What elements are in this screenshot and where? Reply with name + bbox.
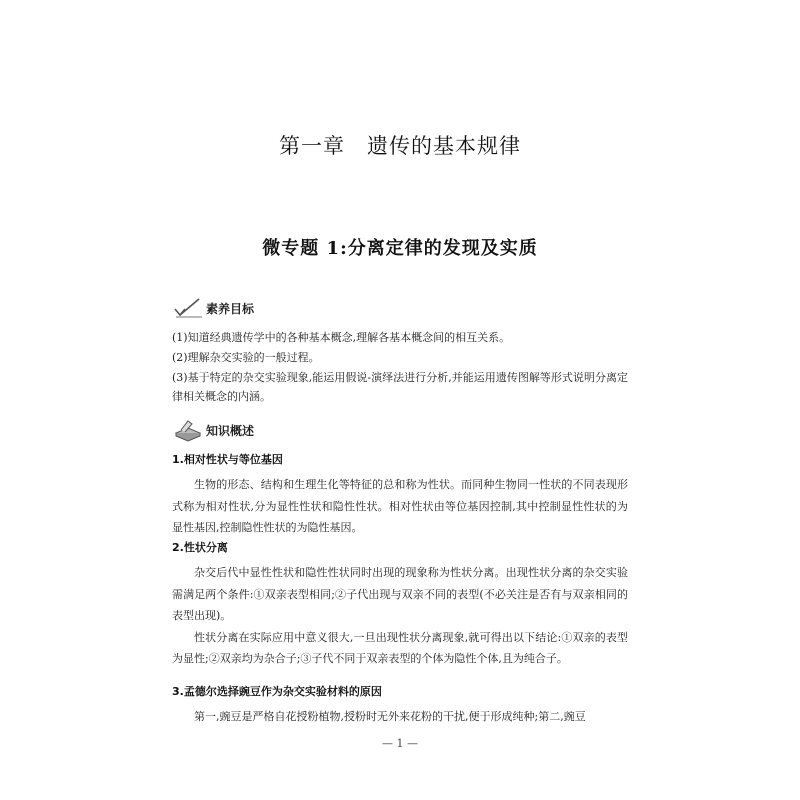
paragraph: 生物的形态、结构和生理生化等特征的总和称为性状。而同种生物同一性状的不同表现形式称为相对性状,分为显性性状和隐性性状。相对性状由等位基因控制,其中控制显性性状的为显性基因,控制隐性性状的为隐性基因。 bbox=[172, 478, 628, 534]
goal-item: (1)知道经典遗传学中的各种基本概念,理解各基本概念间的相互关系。 bbox=[172, 331, 511, 344]
goals-section-header bbox=[172, 296, 254, 320]
chapter-title: 第一章 遗传的基本规律 bbox=[279, 134, 521, 158]
overview-section-3 bbox=[172, 684, 628, 728]
overview-section-label: 知识概述 bbox=[206, 423, 255, 438]
subsection-heading: 2.性状分离 bbox=[172, 541, 228, 554]
page-number: — 1 — bbox=[382, 737, 418, 750]
paragraph: 第一,豌豆是严格自花授粉植物,授粉时无外来花粉的干扰,便于形成纯种;第二,豌豆 bbox=[194, 710, 586, 723]
goal-item: (2)理解杂交实验的一般过程。 bbox=[172, 351, 320, 364]
subsection-heading: 1.相对性状与等位基因 bbox=[172, 453, 283, 466]
book-stack-icon bbox=[172, 418, 204, 442]
goals-section-label: 素养目标 bbox=[206, 301, 255, 316]
subsection-heading: 3.孟德尔选择豌豆作为杂交实验材料的原因 bbox=[172, 685, 382, 698]
paragraph: 性状分离在实际应用中意义很大,一旦出现性状分离现象,就可得出以下结论:①双亲的表型为显性;②双亲均为杂合子;③子代不同于双亲表型的个体为隐性个体,且为纯合子。 bbox=[172, 630, 628, 665]
overview-section-2 bbox=[172, 540, 628, 676]
paragraph: 杂交后代中显性性状和隐性性状同时出现的现象称为性状分离。出现性状分离的杂交实验需满足两个条件:①双亲表型相同;②子代出现与双亲不同的表型(不必关注是否有与双亲相同的表型出现)。 bbox=[172, 566, 628, 622]
overview-section-1 bbox=[172, 452, 628, 545]
topic-title: 微专题 1:分离定律的发现及实质 bbox=[262, 238, 538, 259]
goals-list bbox=[172, 328, 628, 407]
overview-section-header bbox=[172, 418, 254, 442]
pen-check-icon bbox=[172, 296, 204, 320]
goal-item: (3)基于特定的杂交实验现象,能运用假说-演绎法进行分析,并能运用遗传图解等形式说明分离定律相关概念的内涵。 bbox=[172, 371, 628, 403]
